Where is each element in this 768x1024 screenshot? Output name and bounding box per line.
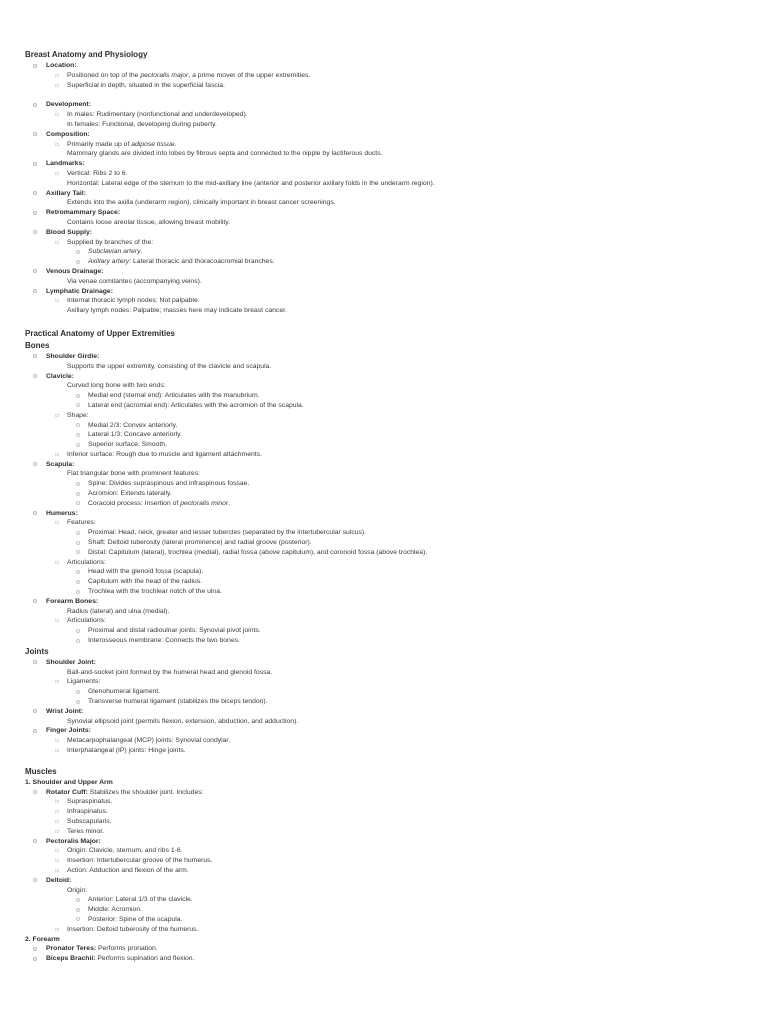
bullet-icon <box>33 957 37 961</box>
list-item <box>25 450 745 460</box>
section-heading: Breast Anatomy and Physiology <box>25 50 148 59</box>
bullet-icon <box>76 492 80 496</box>
list-item <box>25 954 745 964</box>
list-item <box>25 440 745 450</box>
bullet-icon <box>55 453 59 456</box>
bullet-icon <box>76 423 80 427</box>
list-item <box>25 626 745 636</box>
item-text: Metacarpophalangeal (MCP) joints: Synovial condylar. <box>67 737 231 745</box>
list-item <box>25 607 745 617</box>
bullet-icon <box>33 878 37 882</box>
item-text: Inferior surface: Rough due to muscle and ligament attachments. <box>67 450 262 458</box>
list-item <box>25 140 745 150</box>
bullet-icon <box>33 839 37 843</box>
item-key: Development: <box>46 101 91 109</box>
bullet-icon <box>33 462 37 466</box>
item-key: Blood Supply: <box>46 228 93 236</box>
list-item <box>25 391 745 401</box>
item-text: Head with the glenoid fossa (scapula). <box>88 568 204 576</box>
list-item <box>25 876 745 886</box>
list-item <box>25 296 745 306</box>
bullet-icon <box>55 680 59 683</box>
bullet-icon <box>33 354 37 358</box>
bullet-icon <box>76 908 80 912</box>
bullet-icon <box>76 482 80 486</box>
item-text: Radius (lateral) and ulna (medial). <box>67 607 170 615</box>
item-key: Shoulder Joint: <box>46 658 96 666</box>
item-key: Finger Joints: <box>46 727 91 735</box>
item-emphasis: Subclavian artery <box>88 248 141 256</box>
list-item <box>25 717 745 727</box>
item-text: Performs supination and flexion. <box>95 955 195 963</box>
list-item <box>25 687 745 697</box>
item-emphasis: pectoralis minor <box>180 499 229 507</box>
item-text: Articulations: <box>67 558 106 566</box>
bullet-icon <box>76 570 80 574</box>
bullet-icon <box>76 898 80 902</box>
list-item <box>25 736 745 746</box>
list-item <box>25 198 745 208</box>
list-item <box>25 130 745 140</box>
item-text: Flat triangular bone with prominent features: <box>67 470 200 478</box>
bullet-icon <box>55 414 59 417</box>
list-item <box>25 218 745 228</box>
list-item <box>25 616 745 626</box>
bullet-icon <box>33 132 37 136</box>
list-item <box>25 528 745 538</box>
list-item <box>25 518 745 528</box>
bullet-icon <box>55 561 59 564</box>
bullet-icon <box>33 374 37 378</box>
item-key: Landmarks: <box>46 160 85 168</box>
list-item <box>25 169 745 179</box>
list-item <box>25 915 745 925</box>
item-text: Horizontal: Lateral edge of the sternum to the mid-axillary line (anterior and posterior axillary folds in the underarm region). <box>67 179 435 187</box>
item-text: Superficial in depth, situated in the superficial fascia. <box>67 81 225 89</box>
bullet-icon <box>55 241 59 244</box>
item-text-after: . <box>174 140 177 148</box>
item-text: Acromion: Extends laterally. <box>88 490 172 498</box>
list-item <box>25 558 745 568</box>
bullet-icon <box>76 629 80 633</box>
bullet-icon <box>33 947 37 951</box>
list-item <box>25 837 745 847</box>
item-key: Forearm Bones: <box>46 597 99 605</box>
bullet-icon <box>55 830 59 833</box>
bullet-icon <box>33 191 37 195</box>
bullet-icon <box>76 531 80 535</box>
list-item <box>25 707 745 717</box>
bullet-icon <box>33 729 37 733</box>
spacer <box>25 756 745 766</box>
list-item <box>25 479 745 489</box>
item-text: Primarily made up of <box>67 140 132 148</box>
bullet-icon <box>33 709 37 713</box>
subsection-heading: Bones <box>25 340 50 350</box>
item-text: In females: Functional, developing during puberty. <box>67 120 217 128</box>
item-text: Supplied by branches of the: <box>67 238 154 246</box>
bullet-icon <box>55 521 59 524</box>
item-key: Pectoralis Major: <box>46 837 101 845</box>
bullet-icon <box>55 113 59 116</box>
list-item <box>25 905 745 915</box>
item-text: Extends into the axilla (underarm region), clinically important in breast cancer screenings. <box>67 199 336 207</box>
list-item <box>25 352 745 362</box>
list-item <box>25 886 745 896</box>
spacer <box>25 90 745 100</box>
item-text: Internal thoracic lymph nodes: Not palpable. <box>67 297 200 305</box>
item-emphasis: Axillary artery <box>88 258 130 266</box>
item-text: Features: <box>67 519 96 527</box>
bullet-icon <box>55 739 59 742</box>
bullet-icon <box>33 289 37 293</box>
bullet-icon <box>76 403 80 407</box>
list-item <box>25 411 745 421</box>
item-key: Scapula: <box>46 460 75 468</box>
item-key: Biceps Brachii: <box>46 955 96 963</box>
item-text: Shaft: Deltoid tuberosity (lateral prominence) and radial groove (posterior). <box>88 539 312 547</box>
item-text: Medial end (sternal end): Articulates with the manubrium. <box>88 392 260 400</box>
bullet-icon <box>33 660 37 664</box>
list-item <box>25 567 745 577</box>
item-text: Posterior: Spine of the scapula. <box>88 915 183 923</box>
list-item <box>25 189 745 199</box>
list-item <box>25 247 745 257</box>
list-item <box>25 846 745 856</box>
bullet-icon <box>55 820 59 823</box>
item-text-after: , a prime mover of the upper extremities. <box>188 71 311 79</box>
item-text-after: . <box>228 499 231 507</box>
bullet-icon <box>76 541 80 545</box>
bullet-icon <box>33 211 37 215</box>
list-item <box>25 381 745 391</box>
item-text: Ball-and-socket joint formed by the humeral head and glenoid fossa. <box>67 668 273 676</box>
item-key: Shoulder Girdle: <box>46 352 100 360</box>
item-text: Proximal and distal radioulnar joints: Synovial pivot joints. <box>88 627 261 635</box>
bullet-icon <box>55 299 59 302</box>
item-text: Mammary glands are divided into lobes by fibrous septa and connected to the nipple by lactiferous ducts. <box>67 150 383 158</box>
item-text: Middle: Acromion. <box>88 906 143 914</box>
list-item <box>25 287 745 297</box>
item-key: Pronator Teres: <box>46 945 97 953</box>
item-text: Origin: <box>67 886 88 894</box>
list-item <box>25 538 745 548</box>
list-item <box>25 827 745 837</box>
list-item <box>25 120 745 130</box>
item-key: Humerus: <box>46 509 78 517</box>
item-text: Via venae comitantes (accompanying veins). <box>67 277 202 285</box>
list-item <box>25 817 745 827</box>
item-key: Lymphatic Drainage: <box>46 287 113 295</box>
list-item <box>25 460 745 470</box>
list-item <box>25 548 745 558</box>
item-text: Glenohumeral ligament. <box>88 688 161 696</box>
item-text: Coracoid process: Insertion of <box>88 499 181 507</box>
item-text: Lateral 1/3: Concave anteriorly. <box>88 431 182 439</box>
item-text: Transverse humeral ligament (stabilizes the biceps tendon). <box>88 698 268 706</box>
bullet-icon <box>55 928 59 931</box>
section-heading: Practical Anatomy of Upper Extremities <box>25 328 175 338</box>
item-text: Synovial ellipsoid joint (permits flexion, extension, abduction, and adduction). <box>67 717 299 725</box>
bullet-icon <box>33 599 37 603</box>
item-text: Curved long bone with two ends: <box>67 382 166 390</box>
item-text: Capitulum with the head of the radius. <box>88 578 203 586</box>
item-text: Superior surface: Smooth. <box>88 441 167 449</box>
item-text: Action: Adduction and flexion of the arm. <box>67 866 189 874</box>
bullet-icon <box>76 917 80 921</box>
list-item <box>25 726 745 736</box>
list-item <box>25 228 745 238</box>
list-item <box>25 430 745 440</box>
item-text: Contains loose areolar tissue, allowing breast mobility. <box>67 218 231 226</box>
list-item <box>25 636 745 646</box>
subsection-heading: Muscles <box>25 766 57 776</box>
list-item <box>25 238 745 248</box>
list-item <box>25 746 745 756</box>
list-item <box>25 469 745 479</box>
item-text: Axillary lymph nodes: Palpable; masses here may indicate breast cancer. <box>67 307 287 315</box>
list-item <box>25 668 745 678</box>
item-emphasis: adipose tissue <box>131 140 175 148</box>
item-text: Ligaments: <box>67 678 101 686</box>
item-text: Vertical: Ribs 2 to 6. <box>67 169 128 177</box>
bullet-icon <box>76 550 80 554</box>
list-item <box>25 81 745 91</box>
item-text-after: . <box>140 248 143 256</box>
bullet-icon <box>55 800 59 803</box>
bullet-icon <box>55 84 59 87</box>
bullet-icon <box>33 103 37 107</box>
bullet-icon <box>55 172 59 175</box>
list-item <box>25 110 745 120</box>
list-item <box>25 401 745 411</box>
bullet-icon <box>33 64 37 68</box>
item-text: Proximal: Head, neck, greater and lesser tubercles (separated by the intertubercular sulcus). <box>88 529 367 537</box>
list-item <box>25 797 745 807</box>
list-item <box>25 807 745 817</box>
bullet-icon <box>55 749 59 752</box>
item-text: Insertion: Intertubercular groove of the humerus. <box>67 857 213 865</box>
bullet-icon <box>55 619 59 622</box>
item-text: Subscapularis. <box>67 817 112 825</box>
item-text: In males: Rudimentary (nonfunctional and underdeveloped). <box>67 111 248 119</box>
subsection-heading: Joints <box>25 646 49 656</box>
item-key: Wrist Joint: <box>46 707 84 715</box>
item-key: Venous Drainage: <box>46 267 104 275</box>
list-item <box>25 697 745 707</box>
list-item <box>25 489 745 499</box>
item-text: Trochlea with the trochlear notch of the ulna. <box>88 588 222 596</box>
bullet-icon <box>33 162 37 166</box>
item-text: Positioned on top of the <box>67 71 141 79</box>
list-item <box>25 658 745 668</box>
bullet-icon <box>55 143 59 146</box>
item-text: Anterior: Lateral 1/3 of the clavicle. <box>88 896 193 904</box>
item-text: Origin: Clavicle, sternum, and ribs 1-6. <box>67 847 183 855</box>
list-item <box>25 362 745 372</box>
list-item <box>25 788 745 798</box>
bullet-icon <box>33 269 37 273</box>
bullet-icon <box>55 869 59 872</box>
item-text: Interphalangeal (IP) joints: Hinge joints. <box>67 747 186 754</box>
bullet-icon <box>76 433 80 437</box>
bullet-icon <box>76 700 80 704</box>
item-key: Rotator Cuff: <box>46 788 88 796</box>
list-item <box>25 421 745 431</box>
item-text: Interosseous membrane: Connects the two bones. <box>88 637 240 645</box>
list-item <box>25 677 745 687</box>
bullet-icon <box>76 639 80 643</box>
bullet-icon <box>76 394 80 398</box>
list-item <box>25 100 745 110</box>
bullet-icon <box>76 250 80 254</box>
bullet-icon <box>55 74 59 77</box>
list-item <box>25 944 745 954</box>
list-item <box>25 267 745 277</box>
list-item <box>25 306 745 316</box>
list-item <box>25 208 745 218</box>
list-item <box>25 597 745 607</box>
item-text: Insertion: Deltoid tuberosity of the humerus. <box>67 925 199 933</box>
numbered-heading: 2. Forearm <box>25 935 60 943</box>
item-key: Composition: <box>46 130 90 138</box>
item-text: Stabilizes the shoulder joint. Includes: <box>87 788 204 796</box>
bullet-icon <box>55 859 59 862</box>
list-item <box>25 856 745 866</box>
item-text: Distal: Capitulum (lateral), trochlea (medial), radial fossa (above capitulum), and coronoid fossa (above trochlea). <box>88 548 428 556</box>
item-text: Articulations: <box>67 617 106 625</box>
item-key: Deltoid: <box>46 876 72 884</box>
bullet-icon <box>76 580 80 584</box>
item-text: Infraspinatus. <box>67 808 108 816</box>
bullet-icon <box>33 230 37 234</box>
list-item <box>25 866 745 876</box>
list-item <box>25 61 745 71</box>
item-text: Teres minor. <box>67 827 105 835</box>
list-item <box>25 71 745 81</box>
numbered-heading: 1. Shoulder and Upper Arm <box>25 778 113 786</box>
item-text-after: : Lateral thoracic and thoracoacromial branches. <box>129 258 275 266</box>
list-item <box>25 925 745 935</box>
list-item <box>25 499 745 509</box>
list-item <box>25 587 745 597</box>
bullet-icon <box>76 501 80 505</box>
item-key: Clavicle: <box>46 372 74 380</box>
list-item <box>25 257 745 267</box>
item-key: Retromammary Space: <box>46 209 121 217</box>
list-item <box>25 509 745 519</box>
item-text: Supports the upper extremity, consisting of the clavicle and scapula. <box>67 362 272 370</box>
item-text: Supraspinatus. <box>67 798 113 806</box>
item-text: Shape: <box>67 411 89 419</box>
item-text: Spine: Divides supraspinous and infraspinous fossae. <box>88 480 250 488</box>
item-emphasis: pectoralis major <box>140 71 189 79</box>
bullet-icon <box>76 690 80 694</box>
list-item <box>25 179 745 189</box>
list-item <box>25 159 745 169</box>
item-text: Performs pronation. <box>96 945 158 953</box>
bullet-icon <box>76 590 80 594</box>
list-item <box>25 372 745 382</box>
bullet-icon <box>76 260 80 264</box>
item-text: Medial 2/3: Convex anteriorly. <box>88 421 178 429</box>
list-item <box>25 149 745 159</box>
bullet-icon <box>55 849 59 852</box>
item-key: Location: <box>46 62 77 69</box>
list-item <box>25 895 745 905</box>
document-body <box>25 49 745 964</box>
bullet-icon <box>33 511 37 515</box>
item-text: Lateral end (acromial end): Articulates with the acromion of the scapula. <box>88 401 304 409</box>
item-key: Axillary Tail: <box>46 189 86 197</box>
list-item <box>25 277 745 287</box>
bullet-icon <box>76 443 80 447</box>
bullet-icon <box>55 810 59 813</box>
bullet-icon <box>33 790 37 794</box>
list-item <box>25 577 745 587</box>
